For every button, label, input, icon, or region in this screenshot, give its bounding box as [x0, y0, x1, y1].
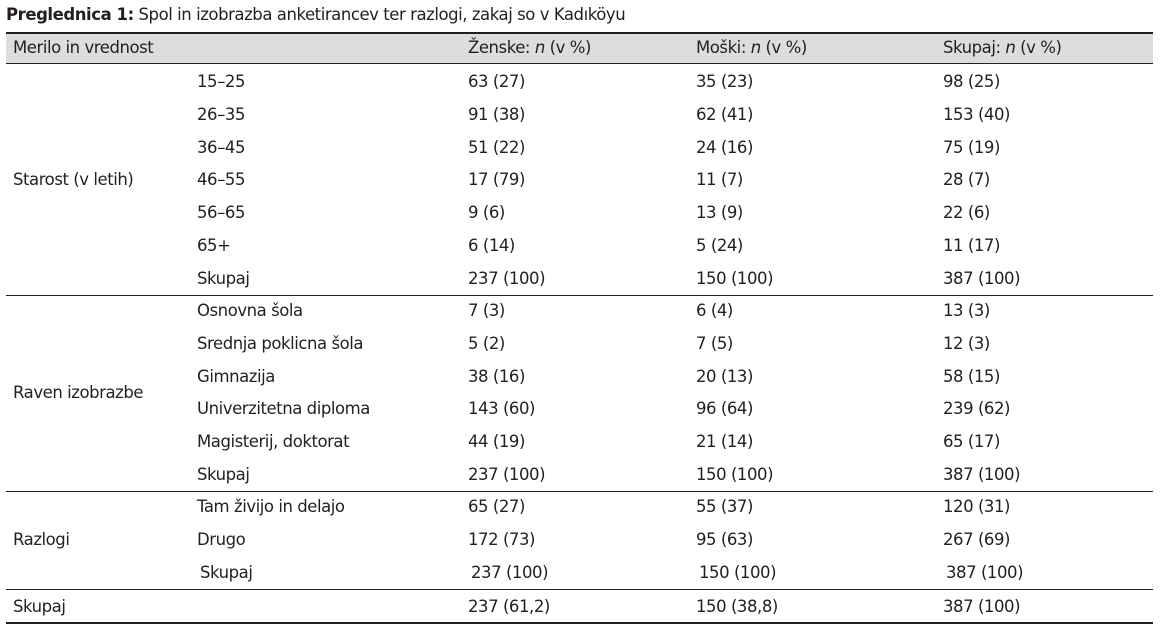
header-criterion: Merilo in vrednost [13, 38, 154, 57]
caption-text: Spol in izobrazba anketirancev ter razlogi, zakaj so v Kadıköyu [133, 5, 626, 24]
grand-total-male: 150 (38,8) [696, 597, 778, 616]
row-label: Tam živijo in delajo [197, 497, 345, 516]
cell-female: 65 (27) [468, 497, 525, 516]
cell-female: 237 (100) [471, 563, 549, 582]
cell-female: 5 (2) [468, 334, 505, 353]
row-label: Drugo [197, 530, 246, 549]
row-label: 65+ [197, 236, 231, 255]
cell-total: 387 (100) [943, 465, 1021, 484]
cell-male: 11 (7) [696, 170, 743, 189]
header-female: Ženske: n (v %) [468, 38, 591, 57]
caption-label: Preglednica 1: [6, 5, 134, 24]
grand-total-total: 387 (100) [943, 597, 1021, 616]
cell-total: 12 (3) [943, 334, 990, 353]
cell-female: 143 (60) [468, 399, 536, 418]
row-label: 15–25 [197, 72, 245, 91]
cell-female: 172 (73) [468, 530, 536, 549]
row-label: Magisterij, doktorat [197, 432, 350, 451]
row-label: Osnovna šola [197, 301, 303, 320]
group-label: Starost (v letih) [13, 170, 134, 189]
group-separator-rule [6, 295, 1153, 296]
cell-female: 51 (22) [468, 138, 525, 157]
row-label: Skupaj [200, 563, 253, 582]
cell-female: 6 (14) [468, 236, 515, 255]
cell-male: 150 (100) [696, 465, 774, 484]
cell-male: 62 (41) [696, 105, 753, 124]
cell-female: 63 (27) [468, 72, 525, 91]
table-top-rule [6, 32, 1153, 34]
row-label: 36–45 [197, 138, 245, 157]
cell-total: 13 (3) [943, 301, 990, 320]
row-label: 56–65 [197, 203, 245, 222]
cell-total: 22 (6) [943, 203, 990, 222]
cell-male: 5 (24) [696, 236, 743, 255]
cell-male: 35 (23) [696, 72, 753, 91]
cell-male: 150 (100) [696, 269, 774, 288]
group-separator-rule [6, 491, 1153, 492]
cell-male: 95 (63) [696, 530, 753, 549]
cell-female: 91 (38) [468, 105, 525, 124]
cell-female: 7 (3) [468, 301, 505, 320]
grand-total-label: Skupaj [13, 597, 66, 616]
cell-male: 13 (9) [696, 203, 743, 222]
cell-male: 7 (5) [696, 334, 733, 353]
cell-female: 44 (19) [468, 432, 525, 451]
header-total: Skupaj: n (v %) [943, 38, 1062, 57]
cell-total: 75 (19) [943, 138, 1000, 157]
group-label: Razlogi [13, 530, 70, 549]
group-label: Raven izobrazbe [13, 383, 144, 402]
cell-female: 38 (16) [468, 367, 525, 386]
cell-female: 237 (100) [468, 269, 546, 288]
cell-male: 6 (4) [696, 301, 733, 320]
cell-female: 17 (79) [468, 170, 525, 189]
cell-female: 9 (6) [468, 203, 505, 222]
cell-total: 239 (62) [943, 399, 1011, 418]
cell-total: 98 (25) [943, 72, 1000, 91]
cell-total: 65 (17) [943, 432, 1000, 451]
row-label: Srednja poklicna šola [197, 334, 364, 353]
cell-total: 120 (31) [943, 497, 1011, 516]
cell-total: 11 (17) [943, 236, 1000, 255]
cell-total: 267 (69) [943, 530, 1011, 549]
cell-male: 24 (16) [696, 138, 753, 157]
group-separator-rule [6, 589, 1153, 590]
row-label: Univerzitetna diploma [197, 399, 370, 418]
cell-male: 20 (13) [696, 367, 753, 386]
cell-male: 55 (37) [696, 497, 753, 516]
row-label: Skupaj [197, 465, 250, 484]
row-label: Gimnazija [197, 367, 275, 386]
cell-female: 237 (100) [468, 465, 546, 484]
cell-male: 21 (14) [696, 432, 753, 451]
row-label: Skupaj [197, 269, 250, 288]
cell-total: 28 (7) [943, 170, 990, 189]
row-label: 46–55 [197, 170, 245, 189]
cell-total: 153 (40) [943, 105, 1011, 124]
grand-total-female: 237 (61,2) [468, 597, 550, 616]
header-bottom-rule [6, 63, 1153, 64]
cell-total: 58 (15) [943, 367, 1000, 386]
cell-total: 387 (100) [946, 563, 1024, 582]
cell-male: 150 (100) [699, 563, 777, 582]
cell-male: 96 (64) [696, 399, 753, 418]
cell-total: 387 (100) [943, 269, 1021, 288]
row-label: 26–35 [197, 105, 245, 124]
table-bottom-rule [6, 622, 1153, 624]
header-male: Moški: n (v %) [696, 38, 807, 57]
